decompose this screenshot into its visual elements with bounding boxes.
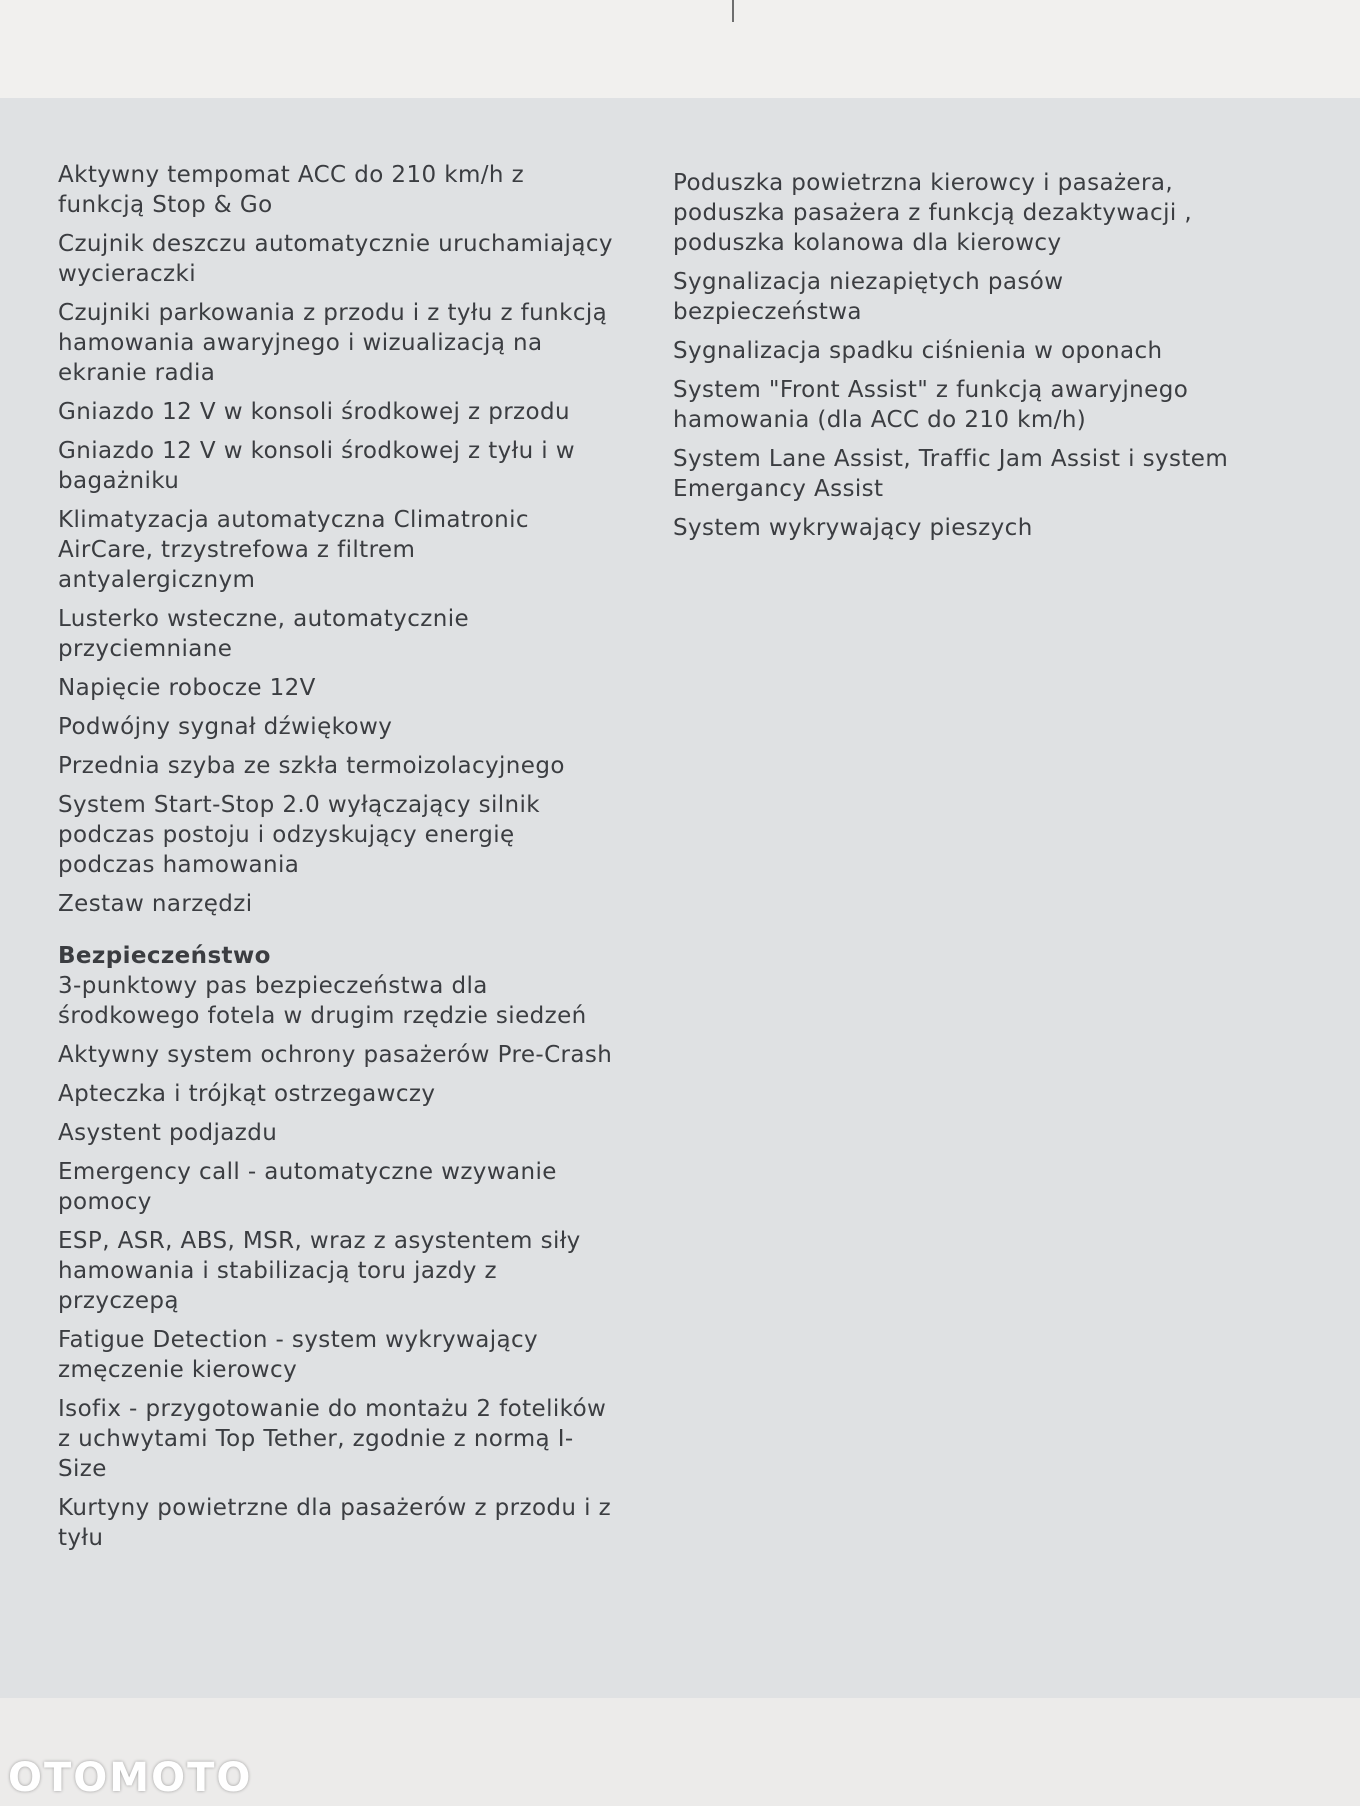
list-item: Czujniki parkowania z przodu i z tyłu z funkcją hamowania awaryjnego i wizualizacją na ekranie radia: [58, 300, 608, 386]
right-column: [673, 168, 1233, 552]
list-item: Aktywny system ochrony pasażerów Pre-Crash: [58, 1042, 613, 1068]
list-item: Poduszka powietrzna kierowcy i pasażera, poduszka pasażera z funkcją dezaktywacji , poduszka kolanowa dla kierowcy: [673, 170, 1193, 256]
list-item: ESP, ASR, ABS, MSR, wraz z asystentem siły hamowania i stabilizacją toru jazdy z przyczepą: [58, 1228, 581, 1314]
otomoto-watermark: OTOMOTO: [8, 1755, 253, 1801]
list-item: 3-punktowy pas bezpieczeństwa dla środkowego fotela w drugim rzędzie siedzeń: [58, 973, 587, 1029]
list-item: Sygnalizacja niezapiętych pasów bezpieczeństwa: [673, 269, 1064, 325]
left-column: [58, 160, 618, 1562]
list-item: Emergency call - automatyczne wzywanie pomocy: [58, 1159, 557, 1215]
list-item: Czujnik deszczu automatycznie uruchamiający wycieraczki: [58, 231, 613, 287]
list-item: Sygnalizacja spadku ciśnienia w oponach: [673, 338, 1163, 364]
list-item: Fatigue Detection - system wykrywający zmęczenie kierowcy: [58, 1327, 539, 1383]
list-item: Zestaw narzędzi: [58, 891, 253, 917]
list-item: Przednia szyba ze szkła termoizolacyjnego: [58, 753, 565, 779]
list-item: System wykrywający pieszych: [673, 515, 1033, 541]
list-item: Asystent podjazdu: [58, 1120, 278, 1146]
list-item: Isofix - przygotowanie do montażu 2 fotelików z uchwytami Top Tether, zgodnie z normą I-Size: [58, 1396, 607, 1482]
list-item: System "Front Assist" z funkcją awaryjnego hamowania (dla ACC do 210 km/h): [673, 377, 1189, 433]
list-item: Lusterko wsteczne, automatycznie przyciemniane: [58, 606, 470, 662]
section-heading-safety: Bezpieczeństwo: [58, 943, 271, 969]
list-item: Apteczka i trójkąt ostrzegawczy: [58, 1081, 436, 1107]
page-top-mark: [732, 0, 734, 22]
list-item: Aktywny tempomat ACC do 210 km/h z funkcją Stop & Go: [58, 162, 525, 218]
equipment-list-general: [58, 160, 618, 919]
list-item: Gniazdo 12 V w konsoli środkowej z tyłu i w bagażniku: [58, 438, 575, 494]
list-item: Napięcie robocze 12V: [58, 675, 316, 701]
list-item: Gniazdo 12 V w konsoli środkowej z przodu: [58, 399, 570, 425]
list-item: System Start-Stop 2.0 wyłączający silnik podczas postoju i odzyskujący energię podczas hamowania: [58, 792, 541, 878]
list-item: Kurtyny powietrzne dla pasażerów z przodu i z tyłu: [58, 1495, 612, 1551]
list-item: System Lane Assist, Traffic Jam Assist i system Emergancy Assist: [673, 446, 1229, 502]
list-item: Klimatyzacja automatyczna Climatronic AirCare, trzystrefowa z filtrem antyalergicznym: [58, 507, 529, 593]
list-item: Podwójny sygnał dźwiękowy: [58, 714, 393, 740]
equipment-list-safety: [58, 971, 618, 1553]
